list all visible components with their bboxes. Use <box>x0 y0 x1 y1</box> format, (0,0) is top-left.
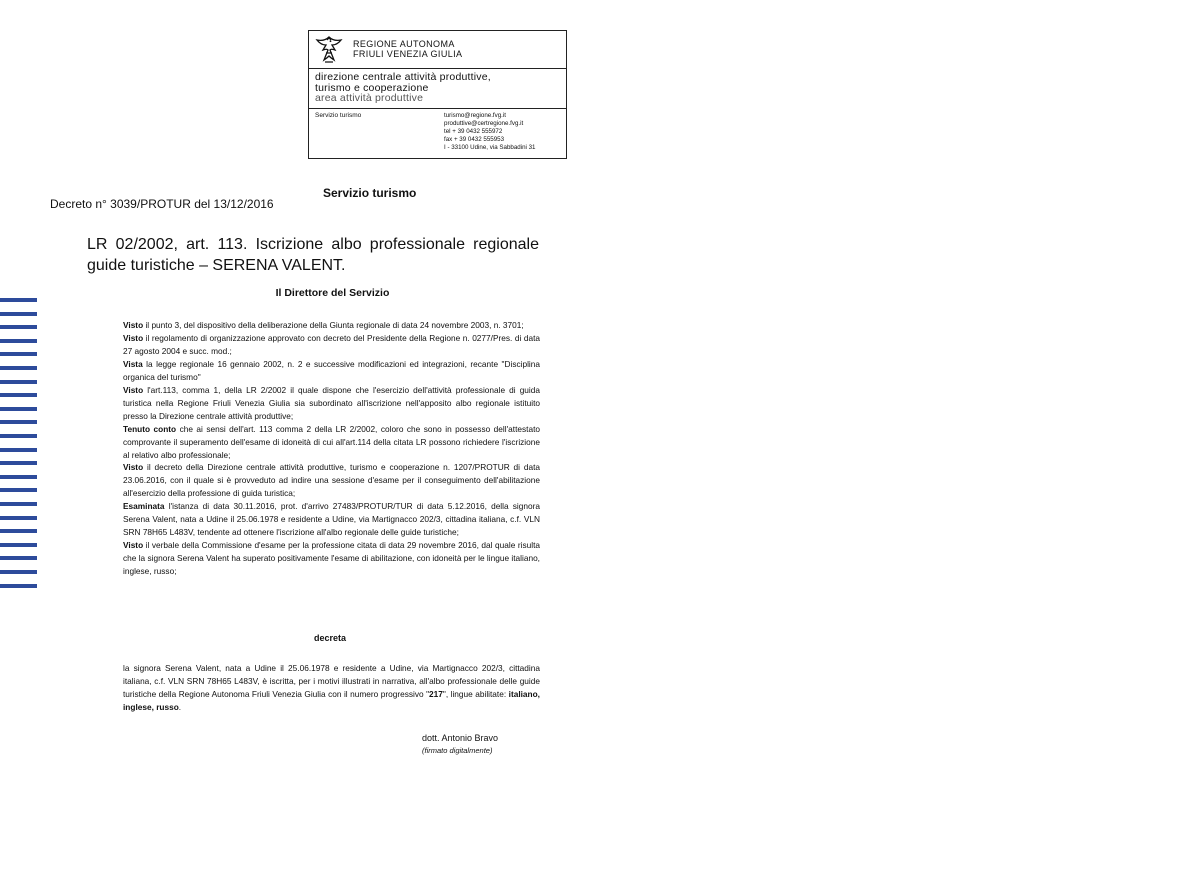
preamble-paragraph: Visto l'art.113, comma 1, della LR 2/2002 il quale dispone che l'esercizio dell'attività professionale di guida turistica nella Regione Friuli Venezia Giulia sia subordinato all'iscrizione nell'apposito albo regionale istituito presso la Direzione centrale attività produttive; <box>123 384 540 421</box>
area-name: area attività produttive <box>315 92 424 104</box>
eagle-logo-icon <box>314 34 344 65</box>
stripe <box>0 380 37 384</box>
letterhead-header <box>309 31 566 68</box>
stripe <box>0 339 37 343</box>
letterhead-divider <box>309 108 566 109</box>
preamble <box>123 319 540 578</box>
direction-line2: turismo e cooperazione <box>315 81 429 94</box>
contact-fax: fax + 39 0432 555953 <box>444 136 505 143</box>
stripe <box>0 325 37 329</box>
region-name-line2: FRIULI VENEZIA GIULIA <box>353 49 463 59</box>
stripe <box>0 529 37 533</box>
registration-number: 217 <box>429 688 443 699</box>
stripe <box>0 420 37 424</box>
stripe <box>0 516 37 520</box>
letterhead-contacts <box>444 112 536 152</box>
decreta-heading: decreta <box>313 633 347 643</box>
preamble-paragraph: Visto il verbale della Commissione d'esame per la professione citata di data 29 novembre 2016, dal quale risulta che la signora Serena Valent ha superato positivamente l'esame di abilitazione, con idoneità per le lingue italiano, inglese, russo; <box>123 540 540 577</box>
stripe <box>0 366 37 370</box>
preamble-paragraph: Visto il punto 3, del dispositivo della deliberazione della Giunta regionale di data 24 novembre 2003, n. 3701; <box>123 320 524 330</box>
stripe <box>0 584 37 588</box>
decorative-stripes <box>0 298 37 596</box>
contact-address: I - 33100 Udine, via Sabbadini 31 <box>444 144 536 151</box>
letterhead-service-label: Servizio turismo <box>315 112 362 119</box>
stripe <box>0 488 37 492</box>
stripe <box>0 393 37 397</box>
stripe <box>0 448 37 452</box>
decree-body: la signora Serena Valent, nata a Udine il 25.06.1978 e residente a Udine, via Martignacco 202/3, cittadina italiana, c.f. VLN SRN 78H65 L483V, è iscritta, per i motivi illustrati in narrativa, all'albo professionale delle guide turistiche della Regione Autonoma Friuli Venezia Giulia con il numero progressivo "217", lingue abilitate: italiano, inglese, russo. <box>123 663 540 712</box>
letterhead-divider <box>309 68 566 69</box>
stripe <box>0 543 37 547</box>
stripe <box>0 475 37 479</box>
direction-line1: direzione centrale attività produttive, <box>315 71 491 83</box>
stripe <box>0 502 37 506</box>
stripe <box>0 352 37 356</box>
languages: italiano, inglese, russo <box>123 688 540 712</box>
director-heading: Il Direttore del Servizio <box>275 287 390 299</box>
preamble-paragraph: Vista la legge regionale 16 gennaio 2002, n. 2 e successive modificazioni ed integrazioni, recante "Disciplina organica del turismo" <box>123 358 540 382</box>
decree-number: Decreto n° 3039/PROTUR del 13/12/2016 <box>50 197 274 211</box>
contact-phone: tel + 39 0432 555972 <box>444 128 503 135</box>
stripe <box>0 570 37 574</box>
stripe <box>0 312 37 316</box>
stripe <box>0 407 37 411</box>
stripe <box>0 556 37 560</box>
signature-note: (firmato digitalmente) <box>422 746 493 755</box>
preamble-paragraph: Esaminata l'istanza di data 30.11.2016, prot. d'arrivo 27483/PROTUR/TUR di data 5.12.2016, della signora Serena Valent, nata a Udine il 25.06.1978 e residente a Udine, via Martignacco 202/3, cittadina italiana, c.f. VLN SRN 78H65 L483V, tendente ad ottenere l'iscrizione all'albo regionale delle guide turistiche; <box>123 501 540 538</box>
decree-subject: LR 02/2002, art. 113. Iscrizione albo professionale regionale guide turistiche – SERENA VALENT. <box>87 236 539 274</box>
service-title: Servizio turismo <box>323 186 417 200</box>
region-name <box>353 39 462 59</box>
region-name-line1: REGIONE AUTONOMA <box>353 39 455 49</box>
signer-name: dott. Antonio Bravo <box>422 733 499 743</box>
contact-email: turismo@regione.fvg.it <box>444 112 506 119</box>
preamble-paragraph: Visto il regolamento di organizzazione approvato con decreto del Presidente della Regione n. 0277/Pres. di data 27 agosto 2004 e succ. mod.; <box>123 332 540 356</box>
preamble-paragraph: Visto il decreto della Direzione centrale attività produttive, turismo e cooperazione n. 1207/PROTUR di data 23.06.2016, con il quale si è provveduto ad indire una sessione d'esame per il conseguimento dell'abilitazione all'esercizio della professione di guida turistica; <box>123 462 540 499</box>
stripe <box>0 434 37 438</box>
contact-pec: produttive@certregione.fvg.it <box>444 120 524 127</box>
direction-name <box>315 72 491 104</box>
letterhead <box>308 30 567 159</box>
preamble-paragraph: Tenuto conto che ai sensi dell'art. 113 comma 2 della LR 2/2002, coloro che sono in possesso dell'attestato comprovante il superamento dell'esame di idoneità di cui all'art.114 della citata LR possono richiedere l'iscrizione al relativo albo professionale; <box>123 423 541 460</box>
stripe <box>0 461 37 465</box>
